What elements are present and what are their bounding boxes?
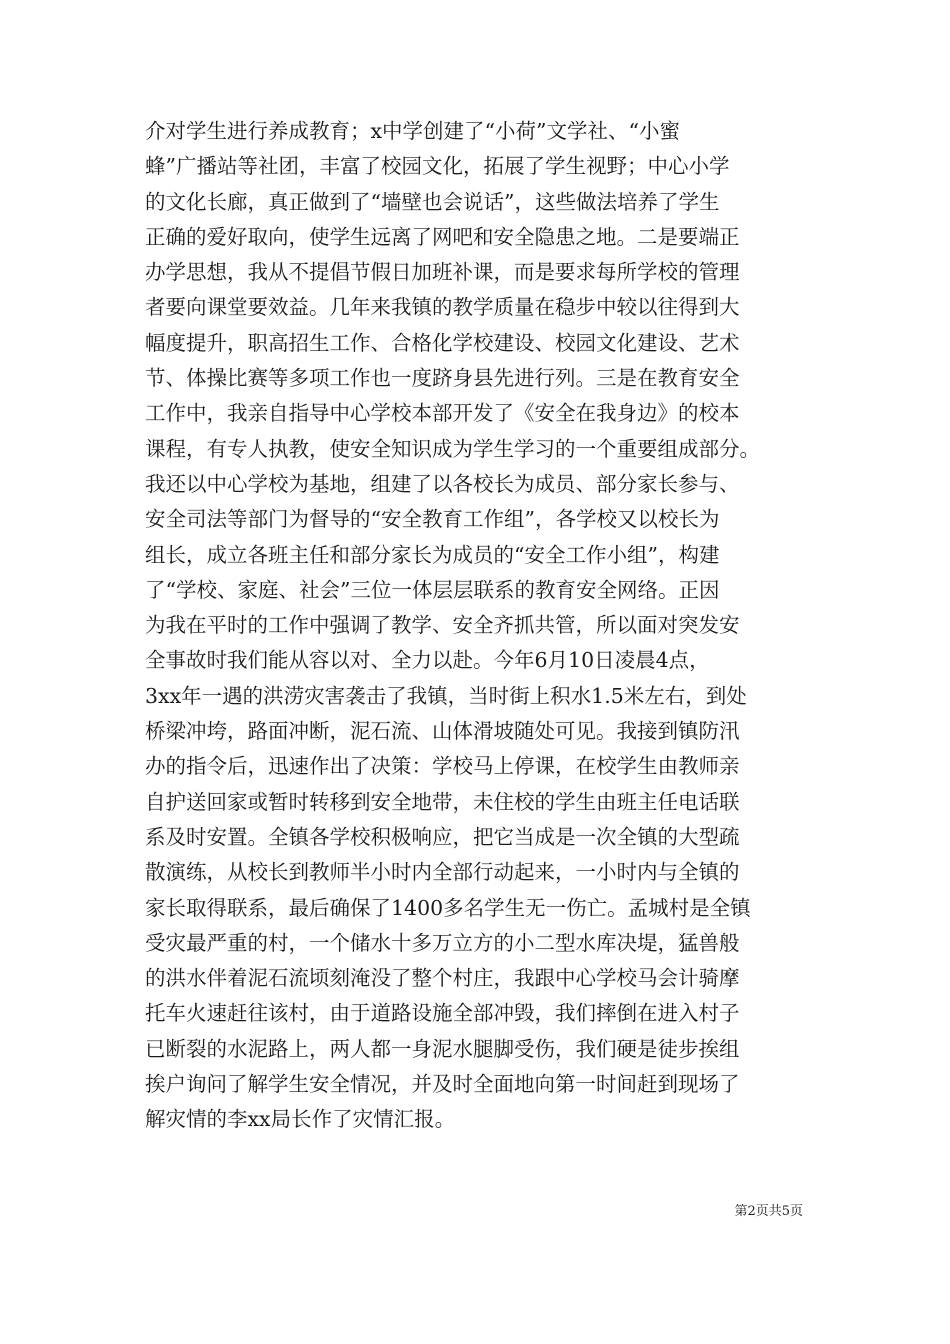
- text-line: 系及时安置。全镇各学校积极响应，把它当成是一次全镇的大型疏: [145, 824, 740, 849]
- text-line: 全事故时我们能从容以对、全力以赴。今年6月10日凌晨4点，: [145, 648, 710, 673]
- text-line: 办学思想，我从不提倡节假日加班补课，而是要求每所学校的管理: [145, 260, 740, 285]
- text-line: 节、体操比赛等多项工作也一度跻身县先进行列。三是在教育安全: [145, 366, 740, 391]
- text-line: 受灾最严重的村，一个储水十多万立方的小二型水库决堤，猛兽般: [145, 930, 740, 955]
- text-line: 的文化长廊，真正做到了“墙壁也会说话”，这些做法培养了学生: [145, 189, 720, 214]
- text-line: 已断裂的水泥路上，两人都一身泥水腿脚受伤，我们硬是徒步挨组: [145, 1036, 740, 1061]
- text-line: 为我在平时的工作中强调了教学、安全齐抓共管，所以面对突发安: [145, 613, 740, 638]
- text-line: 安全司法等部门为督导的“安全教育工作组”，各学校又以校长为: [145, 507, 720, 532]
- text-line: 课程，有专人执教，使安全知识成为学生学习的一个重要组成部分。: [145, 436, 760, 461]
- text-line: 的洪水伴着泥石流顷刻淹没了整个村庄，我跟中心学校马会计骑摩: [145, 966, 740, 991]
- text-line: 桥梁冲垮，路面冲断，泥石流、山体滑坡随处可见。我接到镇防汛: [145, 719, 740, 744]
- text-line: 正确的爱好取向，使学生远离了网吧和安全隐患之地。二是要端正: [145, 224, 740, 249]
- text-line: 办的指令后，迅速作出了决策：学校马上停课，在校学生由教师亲: [145, 754, 740, 779]
- text-line: 3xx年一遇的洪涝灾害袭击了我镇，当时街上积水1.5米左右，到处: [145, 683, 747, 708]
- text-line: 幅度提升，职高招生工作、合格化学校建设、校园文化建设、艺术: [145, 330, 740, 355]
- page-number: 第2页共5页: [734, 1204, 803, 1219]
- text-line: 组长，成立各班主任和部分家长为成员的“安全工作小组”，构建: [145, 542, 720, 567]
- text-line: 者要向课堂要效益。几年来我镇的教学质量在稳步中较以往得到大: [145, 295, 740, 320]
- text-line: 自护送回家或暂时转移到安全地带，未住校的学生由班主任电话联: [145, 789, 740, 814]
- text-line: 家长取得联系，最后确保了1400多名学生无一伤亡。孟城村是全镇: [145, 895, 751, 920]
- text-line: 解灾情的李xx局长作了灾情汇报。: [145, 1107, 456, 1132]
- text-line: 了“学校、家庭、社会”三位一体层层联系的教育安全网络。正因: [145, 577, 720, 602]
- body-paragraph: [145, 114, 825, 1138]
- text-line: 蜂”广播站等社团，丰富了校园文化，拓展了学生视野；中心小学: [145, 154, 730, 179]
- text-line: 介对学生进行养成教育；x中学创建了“小荷”文学社、“小蜜: [145, 119, 681, 143]
- text-line: 工作中，我亲自指导中心学校本部开发了《安全在我身边》的校本: [145, 401, 740, 426]
- text-line: 散演练，从校长到教师半小时内全部行动起来，一小时内与全镇的: [145, 860, 740, 885]
- text-line: 挨户询问了解学生安全情况，并及时全面地向第一时间赶到现场了: [145, 1072, 740, 1097]
- text-line: 托车火速赶往该村，由于道路设施全部冲毁，我们摔倒在进入村子: [145, 1001, 740, 1026]
- text-line: 我还以中心学校为基地，组建了以各校长为成员、部分家长参与、: [145, 471, 740, 496]
